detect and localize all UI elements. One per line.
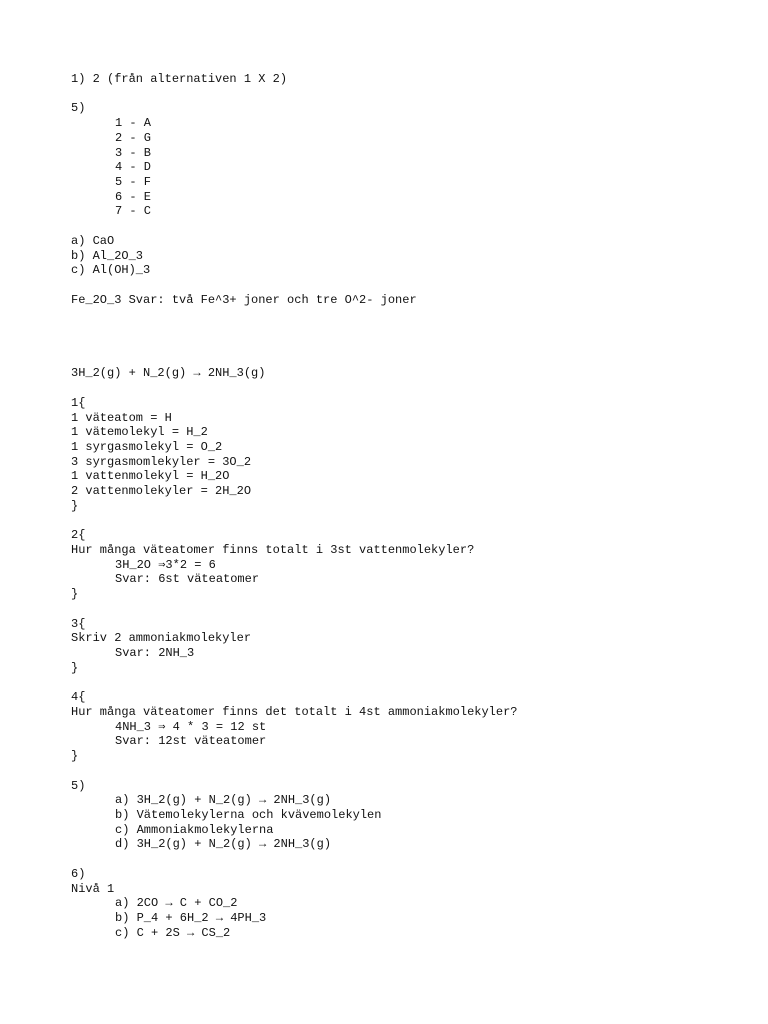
text-line: 4 - D — [115, 160, 152, 175]
text-line: 5) — [71, 101, 86, 116]
text-line: } — [71, 498, 79, 513]
text-line: b) P_4 + 6H_2 → 4PH_3 — [115, 910, 267, 925]
text-line: 4NH_3 ⇒ 4 * 3 = 12 st — [115, 719, 267, 734]
blank-line — [71, 219, 751, 234]
blank-line — [71, 852, 751, 867]
text-line: a) 3H_2(g) + N_2(g) → 2NH_3(g) — [115, 793, 332, 808]
text-line: Nivå 1 — [71, 881, 115, 896]
text-line: b) Al_2O_3 — [71, 248, 144, 263]
text-line: 5) — [71, 778, 86, 793]
text-line: Svar: 12st väteatomer — [115, 734, 267, 749]
blank-line — [71, 278, 751, 293]
text-line: 1 syrgasmolekyl = O_2 — [71, 439, 223, 454]
text-line: 1{ — [71, 395, 86, 410]
text-line: a) 2CO → C + CO_2 — [115, 896, 238, 911]
text-line: 7 - C — [115, 204, 152, 219]
text-line: d) 3H_2(g) + N_2(g) → 2NH_3(g) — [115, 837, 332, 852]
text-line: 3 - B — [115, 145, 152, 160]
text-line: } — [71, 587, 79, 602]
text-line: 2{ — [71, 528, 86, 543]
text-line: Svar: 2NH_3 — [115, 646, 195, 661]
text-line: 1 - A — [115, 116, 152, 131]
blank-line — [71, 381, 751, 396]
text-line: Hur många väteatomer finns totalt i 3st vattenmolekyler? — [71, 543, 475, 557]
blank-line — [71, 675, 751, 690]
text-line: a) CaO — [71, 233, 115, 248]
text-line: 1 vattenmolekyl = H_2O — [71, 469, 230, 484]
text-line: Hur många väteatomer finns det totalt i 4st ammoniakmolekyler? — [71, 704, 518, 719]
text-line: 5 - F — [115, 175, 152, 190]
text-line: Fe_2O_3 Svar: två Fe^3+ joner och tre O^2- joner — [71, 292, 417, 307]
text-line: 4{ — [71, 690, 86, 705]
text-line: 3 syrgasmomlekyler = 3O_2 — [71, 454, 252, 469]
blank-line — [71, 308, 751, 352]
text-line: 1 vätemolekyl = H_2 — [71, 425, 208, 440]
text-line: b) Vätemolekylerna och kvävemolekylen — [115, 807, 382, 822]
text-line: 3H_2O ⇒3*2 = 6 — [115, 557, 216, 572]
text-line: 6) — [71, 866, 86, 881]
text-line: 2 - G — [115, 130, 152, 145]
blank-line — [71, 514, 751, 529]
text-line: Skriv 2 ammoniakmolekyler — [71, 631, 252, 646]
blank-line — [71, 87, 751, 102]
text-line: c) Ammoniakmolekylerna — [115, 822, 274, 837]
blank-line — [71, 764, 751, 779]
text-line: 1) 2 (från alternativen 1 X 2) — [71, 72, 288, 86]
text-line: c) C + 2S → CS_2 — [115, 925, 231, 940]
text-line: 3H_2(g) + N_2(g) → 2NH_3(g) — [71, 366, 266, 381]
text-line: c) Al(OH)_3 — [71, 263, 151, 278]
text-line: 3{ — [71, 616, 86, 631]
blank-line — [71, 602, 751, 617]
text-line: } — [71, 749, 79, 764]
text-line: Svar: 6st väteatomer — [115, 572, 260, 587]
text-line: } — [71, 660, 79, 675]
blank-line — [71, 352, 751, 367]
text-line: 2 vattenmolekyler = 2H_2O — [71, 484, 252, 499]
document-body — [71, 72, 751, 940]
text-line: 1 väteatom = H — [71, 410, 172, 425]
text-line: 6 - E — [115, 189, 152, 204]
